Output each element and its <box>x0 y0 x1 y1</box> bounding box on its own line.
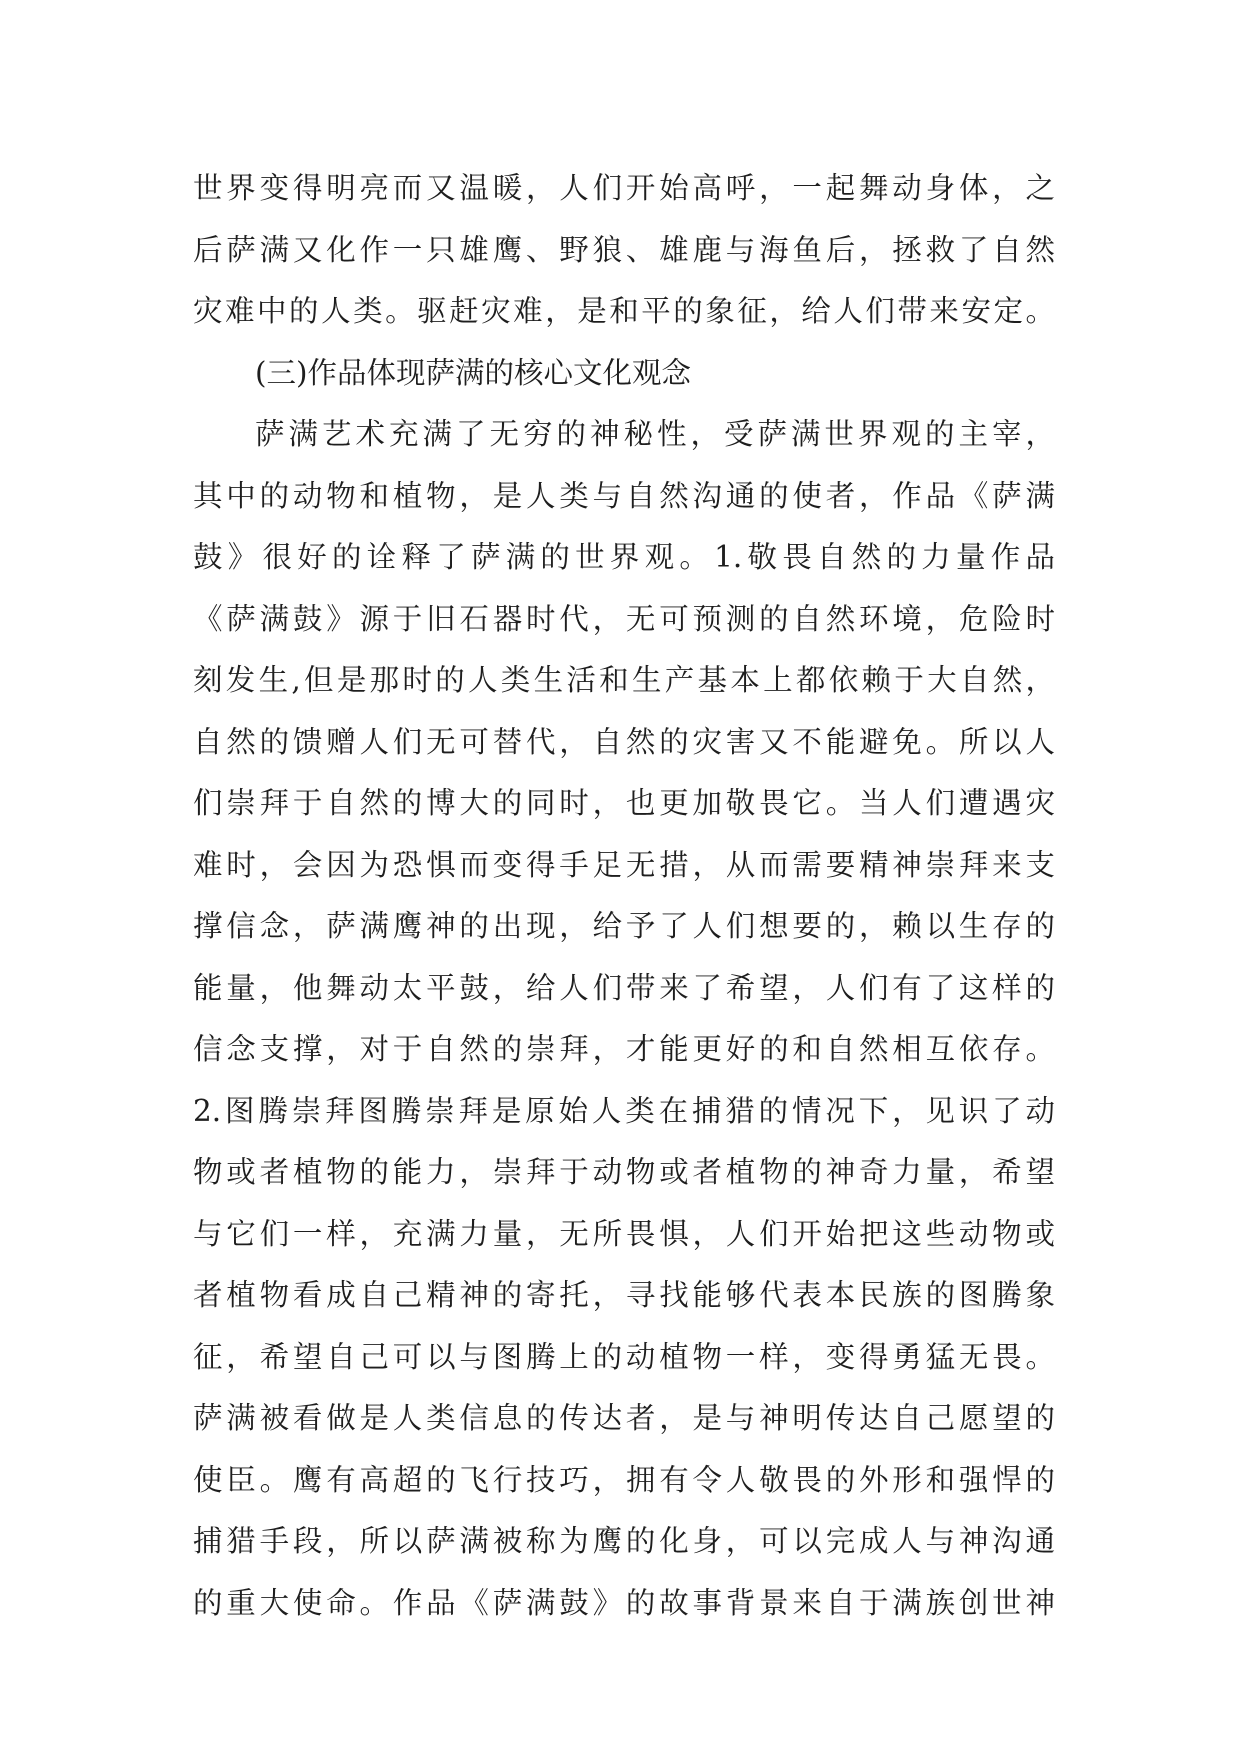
text-line: 2.图腾崇拜图腾崇拜是原始人类在捕猎的情况下，见识了动 <box>193 1093 1055 1128</box>
text-line: 的重大使命。作品《萨满鼓》的故事背景来自于满族创世神 <box>193 1585 1055 1620</box>
text-line: 刻发生,但是那时的人类生活和生产基本上都依赖于大自然， <box>193 663 1055 697</box>
text-line: 撑信念，萨满鹰神的出现，给予了人们想要的，赖以生存的 <box>193 909 1055 943</box>
body-text <box>193 158 1055 1634</box>
text-line: 后萨满又化作一只雄鹰、野狼、雄鹿与海鱼后，拯救了自然 <box>193 232 1055 267</box>
text-line: 其中的动物和植物，是人类与自然沟通的使者，作品《萨满 <box>193 478 1055 513</box>
text-line: 征，希望自己可以与图腾上的动植物一样，变得勇猛无畏。 <box>193 1339 1055 1374</box>
text-line: 捕猎手段，所以萨满被称为鹰的化身，可以完成人与神沟通 <box>193 1524 1055 1558</box>
text-line: 世界变得明亮而又温暖，人们开始高呼，一起舞动身体，之 <box>193 171 1055 205</box>
text-line: 信念支撑，对于自然的崇拜，才能更好的和自然相互依存。 <box>193 1032 1055 1066</box>
text-line: 能量，他舞动太平鼓，给人们带来了希望，人们有了这样的 <box>193 970 1055 1005</box>
text-line: 与它们一样，充满力量，无所畏惧，人们开始把这些动物或 <box>193 1216 1055 1251</box>
paragraph-first-line: 萨满艺术充满了无穷的神秘性，受萨满世界观的主宰， <box>255 417 1055 451</box>
text-line: 《萨满鼓》源于旧石器时代，无可预测的自然环境，危险时 <box>193 601 1055 636</box>
section-heading: (三)作品体现萨满的核心文化观念 <box>255 355 692 390</box>
text-line: 使臣。鹰有高超的飞行技巧，拥有令人敬畏的外形和强悍的 <box>193 1462 1055 1497</box>
text-line: 者植物看成自己精神的寄托，寻找能够代表本民族的图腾象 <box>193 1278 1055 1312</box>
text-line: 们崇拜于自然的博大的同时，也更加敬畏它。当人们遭遇灾 <box>193 786 1055 820</box>
text-line: 灾难中的人类。驱赶灾难，是和平的象征，给人们带来安定。 <box>193 294 1055 328</box>
text-line: 物或者植物的能力，崇拜于动物或者植物的神奇力量，希望 <box>193 1155 1055 1189</box>
text-line: 难时，会因为恐惧而变得手足无措，从而需要精神崇拜来支 <box>193 847 1055 882</box>
text-line: 萨满被看做是人类信息的传达者，是与神明传达自己愿望的 <box>193 1401 1055 1435</box>
text-line: 鼓》很好的诠释了萨满的世界观。1.敬畏自然的力量作品 <box>193 540 1055 574</box>
text-line: 自然的馈赠人们无可替代，自然的灾害又不能避免。所以人 <box>193 724 1055 759</box>
